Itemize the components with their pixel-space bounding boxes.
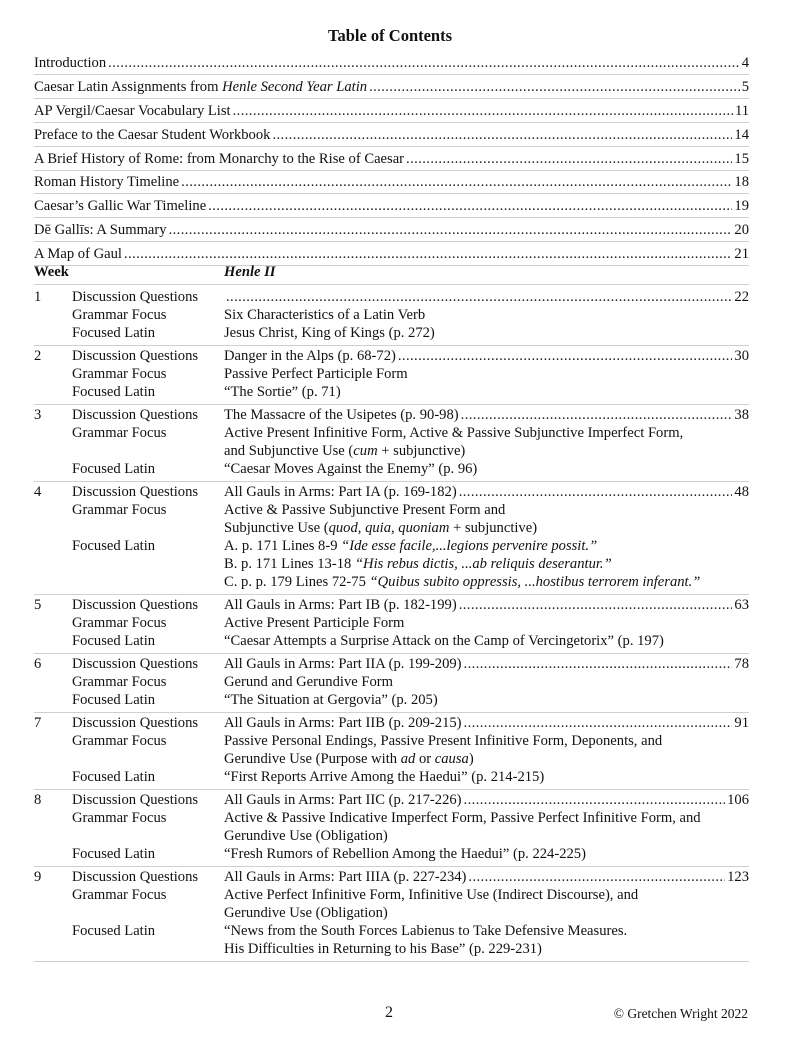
discussion-questions-label: Discussion Questions <box>72 484 199 500</box>
dot-leader <box>272 124 732 146</box>
book-title: Henle Second Year Latin <box>222 78 368 95</box>
grammar-focus-label: Grammar Focus <box>72 425 167 441</box>
grammar-focus-label: Grammar Focus <box>72 733 167 749</box>
grammar-focus-text: Subjunctive Use (quod, quia, quoniam + subjunctive) <box>224 520 538 536</box>
dot-leader <box>464 791 726 809</box>
reading-title: All Gauls in Arms: Part IA (p. 169-182) <box>224 484 457 500</box>
toc-entry <box>34 148 749 171</box>
page-title: Table of Contents <box>327 26 453 45</box>
grammar-focus-text: Gerundive Use (Obligation) <box>224 905 388 921</box>
reading-title: Danger in the Alps (p. 68-72) <box>224 348 396 364</box>
toc-entry-title: Caesar Latin Assignments from Henle Second Year Latin <box>34 78 368 95</box>
week-page-number: 63 <box>734 597 749 613</box>
week-block <box>34 595 749 654</box>
dot-leader <box>459 483 733 501</box>
week-number: 4 <box>34 484 42 500</box>
toc-entry-page: 19 <box>734 198 749 215</box>
henle-column-heading: Henle II <box>224 264 276 280</box>
dot-leader <box>124 243 732 265</box>
week-block <box>34 482 749 595</box>
focused-latin-text: B. p. 171 Lines 13-18 “His rebus dictis, ...ab reliquis deserantur.” <box>224 556 612 572</box>
focused-latin-text: “Caesar Attempts a Surprise Attack on the Camp of Vercingetorix” (p. 197) <box>224 633 664 649</box>
week-number: 6 <box>34 656 42 672</box>
week-block <box>34 790 749 867</box>
focused-latin-text: “The Situation at Gergovia” (p. 205) <box>224 692 438 708</box>
toc-entry <box>34 171 749 194</box>
week-block <box>34 654 749 713</box>
week-block <box>34 867 749 962</box>
week-page-number: 91 <box>734 715 749 731</box>
discussion-questions-label: Discussion Questions <box>72 656 199 672</box>
week-page-number: 106 <box>727 792 749 808</box>
week-block <box>34 713 749 790</box>
grammar-focus-label: Grammar Focus <box>72 366 167 382</box>
focused-latin-label: Focused Latin <box>72 692 156 708</box>
week-column-heading: Week <box>34 264 69 280</box>
focused-latin-text: Jesus Christ, King of Kings (p. 272) <box>224 325 435 341</box>
focused-latin-label: Focused Latin <box>72 325 156 341</box>
grammar-focus-label: Grammar Focus <box>72 307 167 323</box>
reading-title: All Gauls in Arms: Part IIA (p. 199-209) <box>224 656 462 672</box>
reading-title: All Gauls in Arms: Part IIIA (p. 227-234) <box>224 869 467 885</box>
toc-entry-page: 11 <box>734 102 749 119</box>
grammar-focus-text: Gerund and Gerundive Form <box>224 674 394 690</box>
dot-leader <box>461 406 733 424</box>
focused-latin-text: “News from the South Forces Labienus to Take Defensive Measures. <box>224 923 628 939</box>
grammar-focus-label: Grammar Focus <box>72 674 167 690</box>
dot-leader <box>181 171 732 193</box>
grammar-focus-text: Passive Personal Endings, Passive Present Infinitive Form, Deponents, and <box>224 733 663 749</box>
week-number: 3 <box>34 407 42 423</box>
grammar-focus-label: Grammar Focus <box>72 502 167 518</box>
dot-leader <box>169 219 733 241</box>
week-page-number: 22 <box>734 289 749 305</box>
discussion-questions-label: Discussion Questions <box>72 407 199 423</box>
copyright-notice: © Gretchen Wright 2022 <box>613 1006 748 1021</box>
discussion-questions-label: Discussion Questions <box>72 348 199 364</box>
grammar-focus-label: Grammar Focus <box>72 810 167 826</box>
toc-entry <box>34 76 749 99</box>
dot-leader <box>464 714 733 732</box>
focused-latin-label: Focused Latin <box>72 461 156 477</box>
focused-latin-label: Focused Latin <box>72 769 156 785</box>
toc-entry <box>34 100 749 123</box>
discussion-questions-label: Discussion Questions <box>72 289 199 305</box>
toc-entry-page: 21 <box>734 246 749 263</box>
toc-entry-page: 4 <box>741 55 749 71</box>
toc-entry-title: Caesar’s Gallic War Timeline <box>34 198 207 215</box>
focused-latin-label: Focused Latin <box>72 633 156 649</box>
focused-latin-label: Focused Latin <box>72 846 156 862</box>
toc-entry-page: 5 <box>741 78 749 95</box>
dot-leader <box>406 148 732 170</box>
toc-entry <box>34 243 749 266</box>
dot-leader <box>398 347 733 365</box>
week-page-number: 38 <box>734 407 749 423</box>
week-page-number: 78 <box>734 656 749 672</box>
grammar-focus-text: Active Present Infinitive Form, Active & Passive Subjunctive Imperfect Form, <box>224 425 684 441</box>
grammar-focus-text: Gerundive Use (Obligation) <box>224 828 388 844</box>
week-number: 1 <box>34 289 42 305</box>
week-page-number: 30 <box>734 348 749 364</box>
dot-leader <box>226 288 732 306</box>
toc-entry <box>34 219 749 242</box>
reading-title: All Gauls in Arms: Part IIC (p. 217-226) <box>224 792 462 808</box>
week-table-header <box>34 264 749 285</box>
focused-latin-text: “First Reports Arrive Among the Haedui” (p. 214-215) <box>224 769 545 785</box>
toc-entry-title: Dē Gallīs: A Summary <box>34 222 167 239</box>
toc-entry <box>34 52 749 75</box>
week-number: 7 <box>34 715 42 731</box>
dot-leader <box>208 195 732 217</box>
focused-latin-text: His Difficulties in Returning to his Base” (p. 229-231) <box>224 941 542 957</box>
toc-entry-title: Introduction <box>34 55 107 71</box>
focused-latin-label: Focused Latin <box>72 923 156 939</box>
toc-entry <box>34 124 749 147</box>
week-number: 9 <box>34 869 42 885</box>
focused-latin-label: Focused Latin <box>72 384 156 400</box>
discussion-questions-label: Discussion Questions <box>72 869 199 885</box>
reading-title: All Gauls in Arms: Part IIB (p. 209-215) <box>224 715 462 731</box>
toc-entry-title: A Brief History of Rome: from Monarchy to the Rise of Caesar <box>34 150 405 167</box>
grammar-focus-text: Active & Passive Subjunctive Present Form and <box>224 502 506 518</box>
grammar-focus-text: Active & Passive Indicative Imperfect Form, Passive Perfect Infinitive Form, and <box>224 810 701 826</box>
toc-entry-page: 18 <box>734 174 749 191</box>
dot-leader <box>468 868 725 886</box>
dot-leader <box>369 76 740 98</box>
focused-latin-text: “Caesar Moves Against the Enemy” (p. 96) <box>224 461 478 477</box>
focused-latin-text: “Fresh Rumors of Rebellion Among the Haedui” (p. 224-225) <box>224 846 586 862</box>
focused-latin-label: Focused Latin <box>72 538 156 554</box>
toc-entry <box>34 195 749 218</box>
toc-entry-page: 20 <box>734 222 749 239</box>
dot-leader <box>233 100 733 122</box>
grammar-focus-label: Grammar Focus <box>72 615 167 631</box>
dot-leader <box>108 52 740 74</box>
week-page-number: 48 <box>734 484 749 500</box>
discussion-questions-label: Discussion Questions <box>72 597 199 613</box>
focused-latin-text: “The Sortie” (p. 71) <box>224 384 341 400</box>
grammar-focus-text: Active Present Participle Form <box>224 615 405 631</box>
discussion-questions-label: Discussion Questions <box>72 715 199 731</box>
week-list <box>34 287 749 962</box>
toc-entry-title: A Map of Gaul <box>34 246 122 263</box>
discussion-questions-label: Discussion Questions <box>72 792 199 808</box>
week-number: 2 <box>34 348 42 364</box>
week-number: 5 <box>34 597 42 613</box>
dot-leader <box>464 655 733 673</box>
toc-entry-title: Preface to the Caesar Student Workbook <box>34 126 271 143</box>
reading-title: The Massacre of the Usipetes (p. 90-98) <box>224 407 459 423</box>
toc-entry-page: 14 <box>734 126 749 143</box>
week-number: 8 <box>34 792 42 808</box>
reading-title: All Gauls in Arms: Part IB (p. 182-199) <box>224 597 457 613</box>
week-block <box>34 287 749 346</box>
grammar-focus-text: Active Perfect Infinitive Form, Infinitive Use (Indirect Discourse), and <box>224 887 639 903</box>
focused-latin-text: C. p. p. 179 Lines 72-75 “Quibus subito oppressis, ...hostibus terrorem inferant.” <box>224 574 701 590</box>
grammar-focus-text: and Subjunctive Use (cum + subjunctive) <box>224 443 466 459</box>
toc-entry-title: AP Vergil/Caesar Vocabulary List <box>34 102 231 119</box>
page-number: 2 <box>385 1004 393 1021</box>
week-block <box>34 346 749 405</box>
week-page-number: 123 <box>727 869 749 885</box>
grammar-focus-text: Gerundive Use (Purpose with ad or causa) <box>224 751 474 767</box>
grammar-focus-text: Passive Perfect Participle Form <box>224 366 408 382</box>
toc-entry-page: 15 <box>734 150 749 167</box>
grammar-focus-text: Six Characteristics of a Latin Verb <box>224 307 426 323</box>
toc-entry-title: Roman History Timeline <box>34 174 180 191</box>
focused-latin-text: A. p. 171 Lines 8-9 “Ide esse facile,...legions pervenire possit.” <box>224 538 598 554</box>
dot-leader <box>459 596 733 614</box>
front-matter-list <box>34 52 749 267</box>
week-block <box>34 405 749 482</box>
grammar-focus-label: Grammar Focus <box>72 887 167 903</box>
